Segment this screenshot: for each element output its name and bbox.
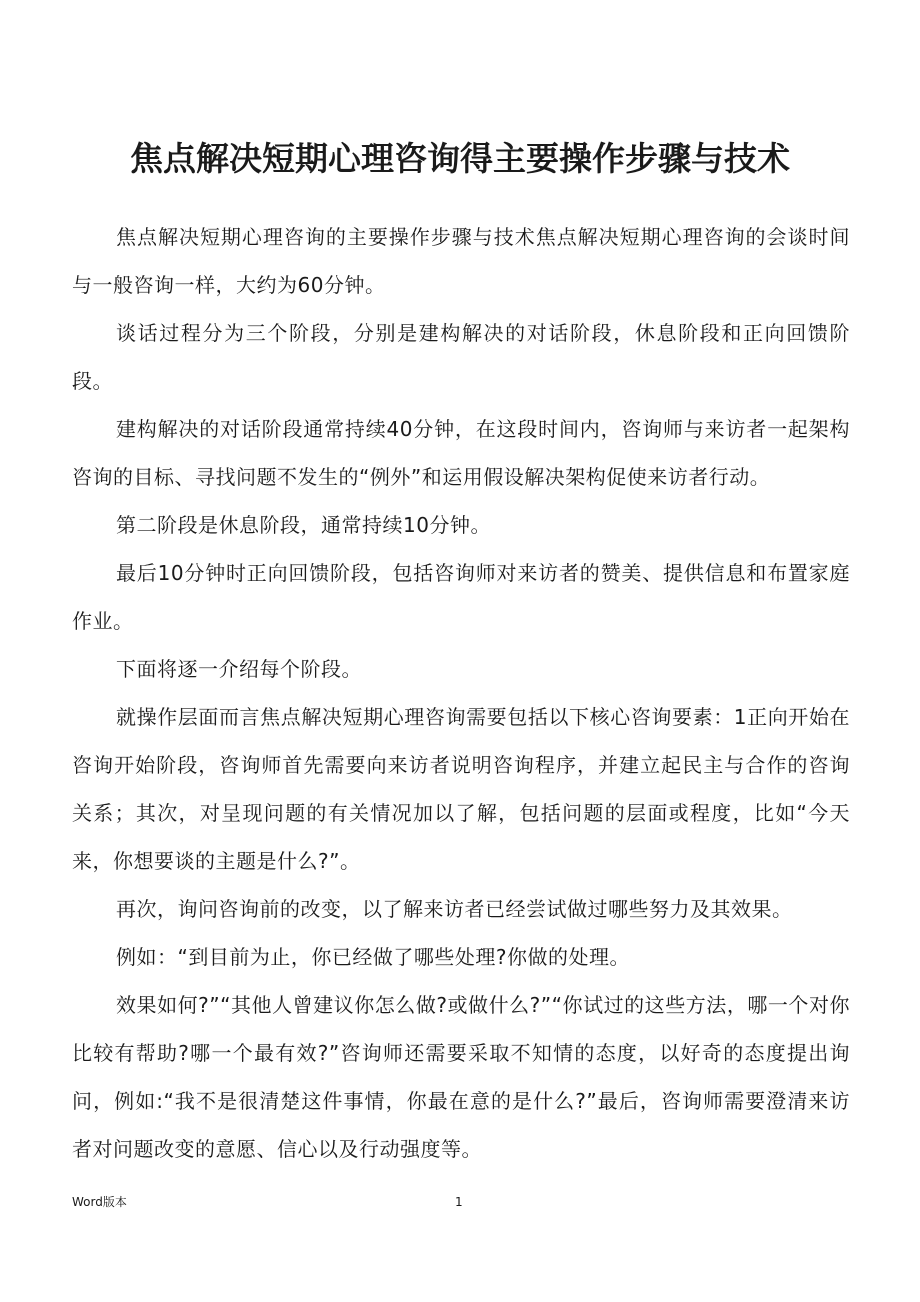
- paragraph: 建构解决的对话阶段通常持续40分钟，在这段时间内，咨询师与来访者一起架构咨询的目标、寻找问题不发生的“例外”和运用假设解决架构促使来访者行动。: [72, 417, 850, 489]
- page-number: 1: [455, 1195, 463, 1209]
- document-title: 焦点解决短期心理咨询得主要操作步骤与技术: [130, 139, 790, 178]
- document-body: [72, 213, 850, 1173]
- paragraph: 第二阶段是休息阶段，通常持续10分钟。: [116, 513, 491, 537]
- footer-label: Word版本: [72, 1195, 127, 1209]
- paragraph: 再次，询问咨询前的改变，以了解来访者已经尝试做过哪些努力及其效果。: [116, 897, 793, 921]
- paragraph: 焦点解决短期心理咨询的主要操作步骤与技术焦点解决短期心理咨询的会谈时间与一般咨询一样，大约为60分钟。: [72, 225, 850, 297]
- paragraph: 例如：“到目前为止，你已经做了哪些处理?你做的处理。: [116, 945, 630, 969]
- paragraph: 就操作层面而言焦点解决短期心理咨询需要包括以下核心咨询要素：1正向开始在咨询开始阶段，咨询师首先需要向来访者说明咨询程序，并建立起民主与合作的咨询关系；其次，对呈现问题的有关情况加以了解，包括问题的层面或程度，比如“今天来，你想要谈的主题是什么?”。: [72, 705, 850, 873]
- paragraph: 效果如何?”“其他人曾建议你怎么做?或做什么?”“你试过的这些方法，哪一个对你比较有帮助?哪一个最有效?”咨询师还需要采取不知情的态度，以好奇的态度提出询问，例如:“我不是很清楚这件事情，你最在意的是什么?”最后，咨询师需要澄清来访者对问题改变的意愿、信心以及行动强度等。: [72, 993, 850, 1161]
- paragraph: 谈话过程分为三个阶段，分别是建构解决的对话阶段，休息阶段和正向回馈阶段。: [72, 321, 850, 393]
- paragraph: 下面将逐一介绍每个阶段。: [116, 657, 362, 681]
- paragraph: 最后10分钟时正向回馈阶段，包括咨询师对来访者的赞美、提供信息和布置家庭作业。: [72, 561, 850, 633]
